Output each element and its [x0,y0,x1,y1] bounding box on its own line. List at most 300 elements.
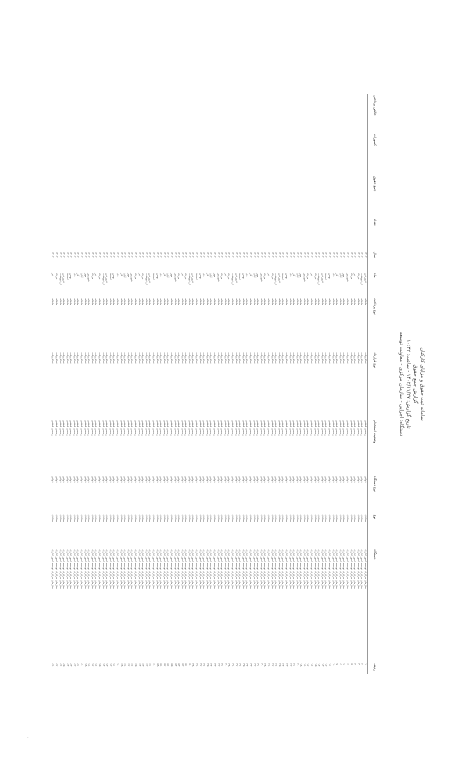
table-cell: ماهانه [310,298,315,306]
table-cell: تمام وقت [346,352,351,364]
table-cell: سازمان مرکزی توسعه امور اداری [274,549,279,589]
table-cell [356,94,360,133]
table-cell [327,175,331,218]
col-header: کسورات [373,133,377,146]
table-cell [220,94,224,133]
report-title: سامانه ثبت حقوق و مزایای کارکنان [419,347,425,421]
table-cell: ۴۳ [213,663,218,667]
table-cell: ۲۲ [288,663,293,667]
table-cell [248,133,252,176]
table-cell: ستادی [80,514,85,523]
table-cell: ماهانه [223,298,228,306]
table-cell [198,133,202,176]
table-cell: ماهانه [313,298,318,306]
table-cell [259,218,263,251]
table-cell: رسمی قطعی [360,419,365,436]
table-cell: ۱۴۰۲ [198,251,203,258]
table-cell [360,94,364,133]
table-cell [105,133,109,176]
table-cell: خرداد [227,272,232,280]
table-cell: ماهانه [195,298,200,306]
table-cell: ستادی [126,514,131,523]
table-cell [248,218,252,251]
table-cell [198,175,202,218]
table-cell: تمام وقت [259,352,264,364]
table-cell: ۱۳ [320,663,325,667]
table-cell: دولتی [144,475,149,483]
table-cell: ستادی [54,514,59,523]
table-cell: سازمان مرکزی توسعه امور اداری [83,549,88,589]
table-cell: سازمان مرکزی توسعه امور اداری [238,549,243,589]
table-cell: ۱۴۰۲ [191,251,196,258]
table-cell: دولتی [62,475,67,483]
table-cell [191,218,195,251]
table-cell: ۱۴۰۲ [169,251,174,258]
table-cell: دولتی [310,475,315,483]
table-cell: دولتی [83,475,88,483]
table-cell: ستادی [141,514,146,523]
table-cell [112,218,116,251]
table-cell: سازمان مرکزی توسعه امور اداری [284,549,289,589]
table-cell [331,218,335,251]
table-cell: تمام وقت [306,352,311,364]
col-header: نوع پرداخت [373,298,377,315]
table-cell: رسمی قطعی [141,419,146,436]
table-cell: آذر [119,272,124,277]
table-cell: دولتی [241,475,246,483]
table-cell [130,94,134,133]
table-cell: تمام وقت [119,352,124,364]
table-cell [299,133,303,176]
table-cell [97,133,101,176]
table-cell: سازمان مرکزی توسعه امور اداری [317,549,322,589]
table-cell: ۱۴۰۲ [259,251,264,258]
table-cell [90,94,94,133]
table-cell: ستادی [284,514,289,523]
table-cell: ۱۴۰۲ [173,251,178,258]
table-cell: مهر [213,272,218,278]
table-cell: سازمان مرکزی توسعه امور اداری [281,549,286,589]
table-cell: ۵۹ [155,663,160,667]
table-cell: ۷ [342,663,347,665]
table-cell [148,218,152,251]
table-cell: ماهانه [177,298,182,306]
table-cell [148,94,152,133]
table-cell: خرداد [356,272,361,280]
table-cell [356,175,360,218]
table-cell: رسمی قطعی [54,419,59,436]
table-cell: ۵۴ [173,663,178,667]
table-cell: رسمی قطعی [281,419,286,436]
table-cell [119,94,123,133]
rotated-table-page [33,84,433,684]
table-cell [216,133,220,176]
table-cell: رسمی قطعی [310,419,315,436]
table-cell [284,133,288,176]
table-cell [270,94,274,133]
table-cell: سازمان مرکزی توسعه امور اداری [155,549,160,589]
table-cell: دولتی [119,475,124,483]
table-cell [248,94,252,133]
table-cell: ۱۴۰۲ [356,251,361,258]
table-cell: ۱۴۰۲ [180,251,185,258]
table-cell: دولتی [317,475,322,483]
table-cell: سازمان مرکزی توسعه امور اداری [245,549,250,589]
table-cell: ماهانه [238,298,243,306]
table-cell: ستادی [259,514,264,523]
table-cell: ۵۷ [162,663,167,667]
table-cell [281,94,285,133]
table-cell [94,94,98,133]
table-cell: آذر [249,272,253,277]
table-cell: ستادی [356,514,361,523]
table-cell: ستادی [360,514,365,523]
table-cell: سازمان مرکزی توسعه امور اداری [270,549,275,589]
table-cell: رسمی قطعی [177,419,182,436]
table-cell: ۳۷ [234,663,239,667]
table-cell [320,94,324,133]
table-cell: ۱۴۰۲ [288,251,293,258]
table-cell: رسمی قطعی [252,419,257,436]
table-row [327,94,331,674]
table-cell: ماهانه [62,298,67,306]
col-header: نوع قرارداد [373,352,377,369]
table-cell: ستادی [162,514,167,523]
table-cell: تمام وقت [223,352,228,364]
table-cell: ماهانه [292,298,297,306]
table-cell [76,133,80,176]
table-cell: دولتی [306,475,311,483]
table-cell: رسمی قطعی [130,419,135,436]
table-cell [184,175,188,218]
table-cell [112,94,116,133]
table-cell: ماهانه [65,298,70,306]
table-cell: ۲۳ [284,663,289,667]
table-cell: سازمان مرکزی توسعه امور اداری [184,549,189,589]
table-cell [62,94,66,133]
table-cell: آذر [335,272,340,277]
table-cell: ماهانه [317,298,322,306]
table-cell: رسمی قطعی [231,419,236,436]
table-cell [209,94,213,133]
table-cell: ستادی [198,514,203,523]
table-cell: ۱۴۰۲ [116,251,121,258]
table-cell: دولتی [292,475,297,483]
table-cell [238,94,242,133]
table-cell [345,218,349,251]
table-cell: سازمان مرکزی توسعه امور اداری [259,549,264,589]
table-cell: ۶ [346,663,351,665]
table-cell [345,94,349,133]
table-cell: ستادی [202,514,207,523]
table-cell [87,175,91,218]
table-cell [274,218,278,251]
table-cell [184,133,188,176]
table-cell [324,175,328,218]
table-cell: ۱۴۰۲ [159,251,164,258]
table-cell: فروردین [148,272,153,283]
table-cell: ماهانه [116,298,121,306]
table-cell: سازمان مرکزی توسعه امور اداری [69,549,74,589]
table-cell: ستادی [220,514,225,523]
table-cell: سازمان مرکزی توسعه امور اداری [177,549,182,589]
table-cell: ۳۸ [231,663,236,667]
table-cell: دولتی [191,475,196,483]
table-cell: ۴۶ [202,663,207,667]
table-cell: تمام وقت [270,352,275,364]
table-cell: ستادی [155,514,160,523]
table-cell: ۱۴۰۲ [317,251,322,258]
table-cell [101,94,105,133]
table-cell [342,94,346,133]
table-cell: سازمان مرکزی توسعه امور اداری [324,549,329,589]
table-cell: ستادی [69,514,74,523]
table-cell [130,175,134,218]
table-cell: ۲۶ [274,663,279,667]
table-cell [256,218,260,251]
table-cell: شهریور [259,272,264,282]
table-cell: ماهانه [263,298,268,306]
table-cell [58,175,62,218]
table-cell: اردیبهشت [317,272,322,285]
table-cell: سازمان مرکزی توسعه امور اداری [87,549,92,589]
table-cell [234,218,238,251]
table-cell: سازمان مرکزی توسعه امور اداری [310,549,315,589]
table-cell [195,175,199,218]
table-cell: ستادی [166,514,171,523]
table-cell: سازمان مرکزی توسعه امور اداری [256,549,261,589]
table-cell: ۴۸ [195,663,200,667]
table-cell: دولتی [238,475,243,483]
table-cell: خرداد [313,272,318,280]
table-cell [295,94,299,133]
table-cell [123,133,127,176]
col-header: نوع دستگاه [373,475,377,492]
table-cell: ماهانه [346,298,351,306]
table-cell [295,133,299,176]
table-cell: رسمی قطعی [270,419,275,436]
table-cell: دولتی [216,475,221,483]
table-cell: ۷۳ [105,663,110,667]
table-cell [166,175,170,218]
table-cell [266,218,270,251]
table-cell: ماهانه [155,298,160,306]
table-cell: تمام وقت [123,352,128,364]
table-cell: رسمی قطعی [108,419,113,436]
table-cell: رسمی قطعی [87,419,92,436]
table-cell: تمام وقت [205,352,210,364]
table-cell [342,218,346,251]
table-cell: ۵۱ [184,663,189,667]
table-cell: تمام وقت [335,352,340,364]
table-cell [159,94,163,133]
table-cell [184,218,188,251]
table-cell: ستادی [241,514,246,523]
table-cell: ۱۴۰۲ [90,251,95,258]
table-cell: ۱۴۰۲ [227,251,232,258]
table-cell [212,218,216,251]
table-cell: ستادی [328,514,333,523]
table-cell: ۱۴۰۲ [223,251,228,258]
table-cell: رسمی قطعی [266,419,271,436]
table-cell: تمام وقت [137,352,142,364]
table-cell: تمام وقت [90,352,95,364]
table-cell [130,133,134,176]
table-cell: رسمی قطعی [317,419,322,436]
table-cell: ماهانه [141,298,146,306]
table-cell [72,218,76,251]
table-cell: تیر [223,272,228,277]
table-cell: تمام وقت [141,352,146,364]
table-cell [335,218,339,251]
table-cell: ۳۱ [256,663,261,667]
table-cell: ماهانه [245,298,250,306]
table-cell: دولتی [346,475,351,483]
table-cell [90,175,94,218]
table-cell: دی [245,272,250,277]
table-cell [313,175,317,218]
table-cell: تمام وقت [216,352,221,364]
table-cell [338,218,342,251]
table-cell: ۸۵ [62,663,67,667]
table-cell: رسمی قطعی [263,419,268,436]
table-cell: ستادی [317,514,322,523]
table-cell: تمام وقت [134,352,138,364]
table-cell [274,175,278,218]
table-cell: دولتی [266,475,271,483]
table-cell: دولتی [187,475,192,483]
table-cell: ۱۴۰۲ [83,251,88,258]
table-cell [317,133,321,176]
table-cell: دولتی [342,475,347,483]
table-cell: تمام وقت [80,352,85,364]
table-cell: ۸۰ [80,663,85,667]
table-cell: ۱۴۰۲ [195,251,200,258]
table-cell: تمام وقت [166,352,171,364]
table-cell: ماهانه [184,298,189,306]
table-cell [126,218,130,251]
table-cell: ۱۴۰۲ [313,251,318,258]
table-cell: تمام وقت [320,352,325,364]
table-cell: رسمی قطعی [98,419,103,436]
table-cell [363,133,367,176]
table-cell [353,94,357,133]
table-cell: ۱۴۰۲ [148,251,153,258]
table-cell: تمام وقت [342,352,347,364]
table-cell [353,218,357,251]
table-cell: ۱۴۰۲ [338,251,343,258]
table-cell: ۷۲ [108,663,113,667]
table-cell: ماهانه [166,298,171,306]
table-cell: ۱۴ [317,663,322,667]
table-cell [266,175,270,218]
table-cell: تمام وقت [148,352,153,364]
table-cell: سازمان مرکزی توسعه امور اداری [234,549,239,589]
table-cell: بهمن [112,272,117,279]
table-cell: ستادی [234,514,239,523]
table-cell: سازمان مرکزی توسعه امور اداری [202,549,207,589]
table-cell: رسمی قطعی [151,419,156,436]
table-cell: ۱۴۰۲ [231,251,236,258]
page-mark: - [27,735,29,740]
table-cell: ماهانه [80,298,85,306]
table-cell [105,175,109,218]
table-cell: ماهانه [364,298,368,306]
table-cell: دولتی [180,475,185,483]
table-cell [306,218,310,251]
table-cell: ۳۲ [252,663,257,667]
table-cell: ماهانه [162,298,167,306]
table-cell: سازمان مرکزی توسعه امور اداری [252,549,257,589]
table-cell: رسمی قطعی [306,419,311,436]
table-cell: رسمی قطعی [69,419,74,436]
table-cell [331,94,335,133]
table-cell: ستادی [353,514,358,523]
table-cell: رسمی قطعی [184,419,189,436]
table-cell: رسمی قطعی [198,419,203,436]
table-cell: سازمان مرکزی توسعه امور اداری [320,549,325,589]
table-cell [184,94,188,133]
table-cell: اردیبهشت [144,272,149,285]
table-cell: ۱۴۰۲ [187,251,192,258]
table-cell [302,94,306,133]
table-cell [119,175,123,218]
table-cell: ۱۴۰۲ [360,251,365,258]
table-cell: ۸۴ [65,663,70,667]
table-cell: ستادی [144,514,149,523]
table-cell: رسمی قطعی [65,419,70,436]
table-cell: دولتی [324,475,329,483]
table-cell: ستادی [191,514,196,523]
table-cell: سازمان مرکزی توسعه امور اداری [223,549,228,589]
table-cell [270,133,274,176]
table-cell: ۱۴۰۲ [220,251,225,258]
table-cell [212,94,216,133]
table-cell: سازمان مرکزی توسعه امور اداری [65,549,70,589]
table-cell [360,218,364,251]
table-cell [288,218,292,251]
table-cell: دولتی [166,475,171,483]
table-cell [310,133,314,176]
table-cell [252,175,256,218]
table-cell: ۶۷ [126,663,131,667]
table-cell [137,218,141,251]
table-cell: سازمان مرکزی توسعه امور اداری [335,549,340,589]
table-cell: دولتی [112,475,117,483]
table-cell: سازمان مرکزی توسعه امور اداری [353,549,358,589]
table-cell: ۱۴۰۲ [213,251,218,258]
table-cell [216,218,220,251]
table-cell [148,175,152,218]
table-cell [148,133,152,176]
table-cell: سازمان مرکزی توسعه امور اداری [292,549,297,589]
table-cell: سازمان مرکزی توسعه امور اداری [328,549,333,589]
table-cell: تمام وقت [65,352,70,364]
table-cell: دولتی [90,475,95,483]
table-cell: رسمی قطعی [313,419,318,436]
table-cell [338,133,342,176]
table-cell: دی [116,272,121,277]
table-cell: ماهانه [353,298,358,306]
table-cell: ۱۴۰۲ [295,251,300,258]
table-cell [220,175,224,218]
table-cell: ماهانه [241,298,246,306]
table-cell: تمام وقت [169,352,174,364]
table-cell: ۱۴۰۲ [349,251,354,258]
table-cell: ۷۶ [94,663,99,667]
table-cell: تمام وقت [353,352,358,364]
table-cell [137,94,141,133]
